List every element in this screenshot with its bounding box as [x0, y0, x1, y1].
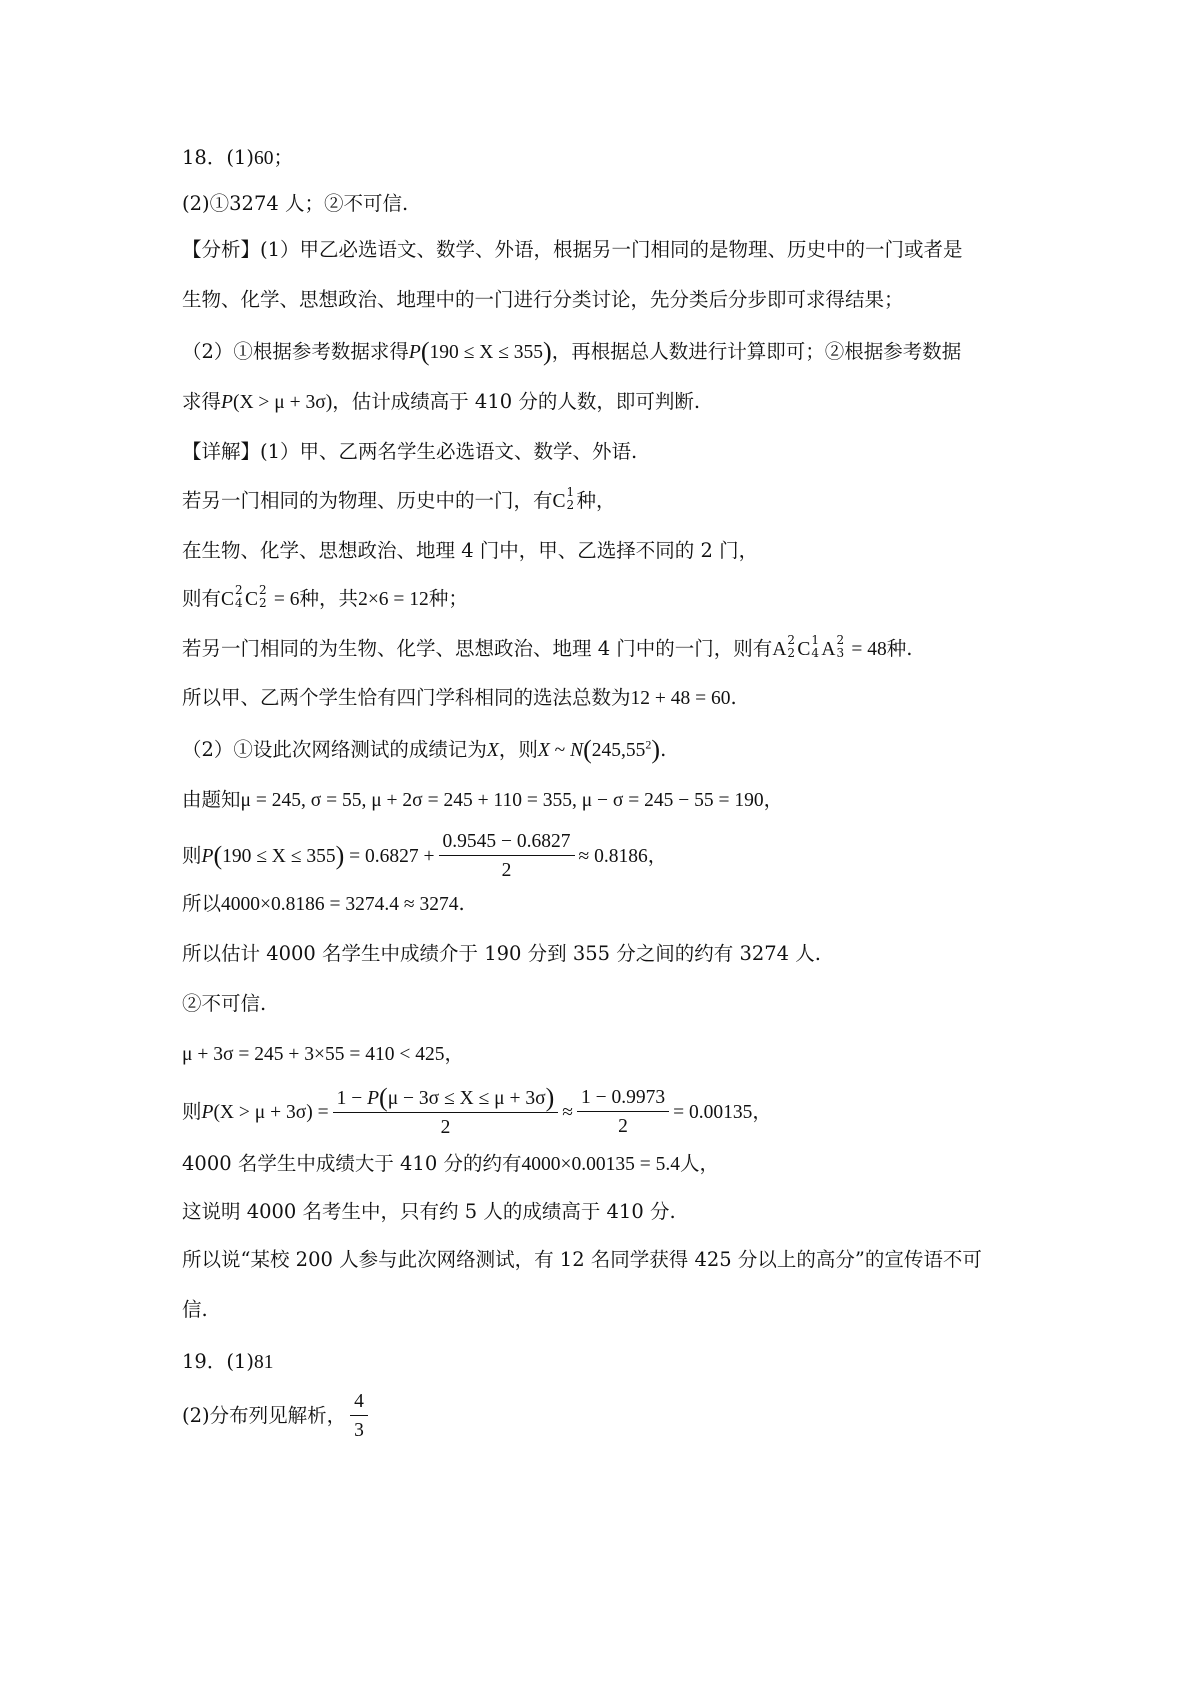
answer-19-part1: 19．(1)81 [182, 1350, 274, 1373]
answer-18-part2: (2)①3274 人；②不可信. [182, 192, 409, 215]
detail-line-6: 所以甲、乙两个学生恰有四门学科相同的选法总数为12 + 48 = 60. [182, 686, 737, 709]
answer-18-part1: 18．(1)60； [182, 146, 293, 169]
fraction: $\frac{1 - 0.9973}{2}$ [577, 1086, 669, 1139]
detail-tag: 【详解】 [182, 440, 261, 463]
detail-line-7: （2）①设此次网络测试的成绩记为X，则X ~ N(245,55$^2$). [182, 735, 667, 764]
detail-line-4: 则有C 2 4 C 2 2 = 6种，共2×6 = 12种； [182, 583, 468, 610]
analysis-line-4: 求得P(X > μ + 3σ)，估计成绩高于 410 分的人数，即可判断. [182, 390, 701, 413]
detail-line-15: 4000 名学生中成绩大于 410 分的约有4000×0.00135 = 5.4人， [182, 1152, 719, 1175]
detail-line-10: 所以4000×0.8186 = 3274.4 ≈ 3274. [182, 892, 465, 915]
analysis-line-1: 【分析】(1）甲乙必选语文、数学、外语，根据另一门相同的是物理、历史中的一门或者是 [182, 238, 963, 261]
detail-line-12: ②不可信. [182, 992, 267, 1015]
detail-line-17: 所以说“某校 200 人参与此次网络测试，有 12 名同学获得 425 分以上的高分”的宣传语不可 [182, 1248, 982, 1271]
question-number: 18． [182, 146, 227, 169]
answer-19-part2: (2)分布列见解析， $\frac{4}{3}$ [182, 1384, 372, 1448]
analysis-tag: 【分析】 [182, 238, 261, 261]
detail-line-11: 所以估计 4000 名学生中成绩介于 190 分到 355 分之间的约有 3274 人. [182, 942, 821, 965]
detail-line-9: 则P(190 ≤ X ≤ 355) = 0.6827 + $\frac{0.9545 - 0.6827}{2}$ ≈ 0.8186， [182, 831, 668, 881]
detail-line-13: μ + 3σ = 245 + 3×55 = 410 < 425， [182, 1042, 464, 1065]
question-number: 19． [182, 1350, 227, 1373]
detail-line-5: 若另一门相同的为生物、化学、思想政治、地理 4 门中的一门，则有A 2 2 C 1 4 A 2 3 = 48种. [182, 633, 913, 660]
detail-line-18: 信. [182, 1298, 208, 1321]
fraction: $\frac{0.9545 - 0.6827}{2}$ [439, 830, 575, 883]
detail-line-2: 若另一门相同的为物理、历史中的一门，有C 1 2 种， [182, 485, 616, 512]
detail-line-3: 在生物、化学、思想政治、地理 4 门中，甲、乙选择不同的 2 门， [182, 539, 759, 562]
detail-line-8: 由题知μ = 245, σ = 55, μ + 2σ = 245 + 110 = 355, μ − σ = 245 − 55 = 190， [182, 788, 784, 811]
detail-line-1: 【详解】(1）甲、乙两名学生必选语文、数学、外语. [182, 440, 638, 463]
detail-line-14: 则P(X > μ + 3σ) = $\frac{1 - P(\mu - 3\sigma \le X \le \mu + 3\sigma)}{2}$ ≈ $\frac{1 - 0.9973}{2}$ = 0.00135， [182, 1082, 772, 1138]
detail-line-16: 这说明 4000 名考生中，只有约 5 人的成绩高于 410 分. [182, 1200, 676, 1223]
analysis-line-2: 生物、化学、思想政治、地理中的一门进行分类讨论，先分类后分步即可求得结果； [182, 288, 904, 311]
fraction: $\frac{4}{3}$ [350, 1390, 368, 1443]
fraction: $\frac{1 - P(\mu - 3\sigma \le X \le \mu + 3\sigma)}{2}$ [333, 1086, 559, 1140]
analysis-line-3: （2）①根据参考数据求得P(190 ≤ X ≤ 355)，再根据总人数进行计算即可；②根据参考数据 [182, 337, 962, 366]
